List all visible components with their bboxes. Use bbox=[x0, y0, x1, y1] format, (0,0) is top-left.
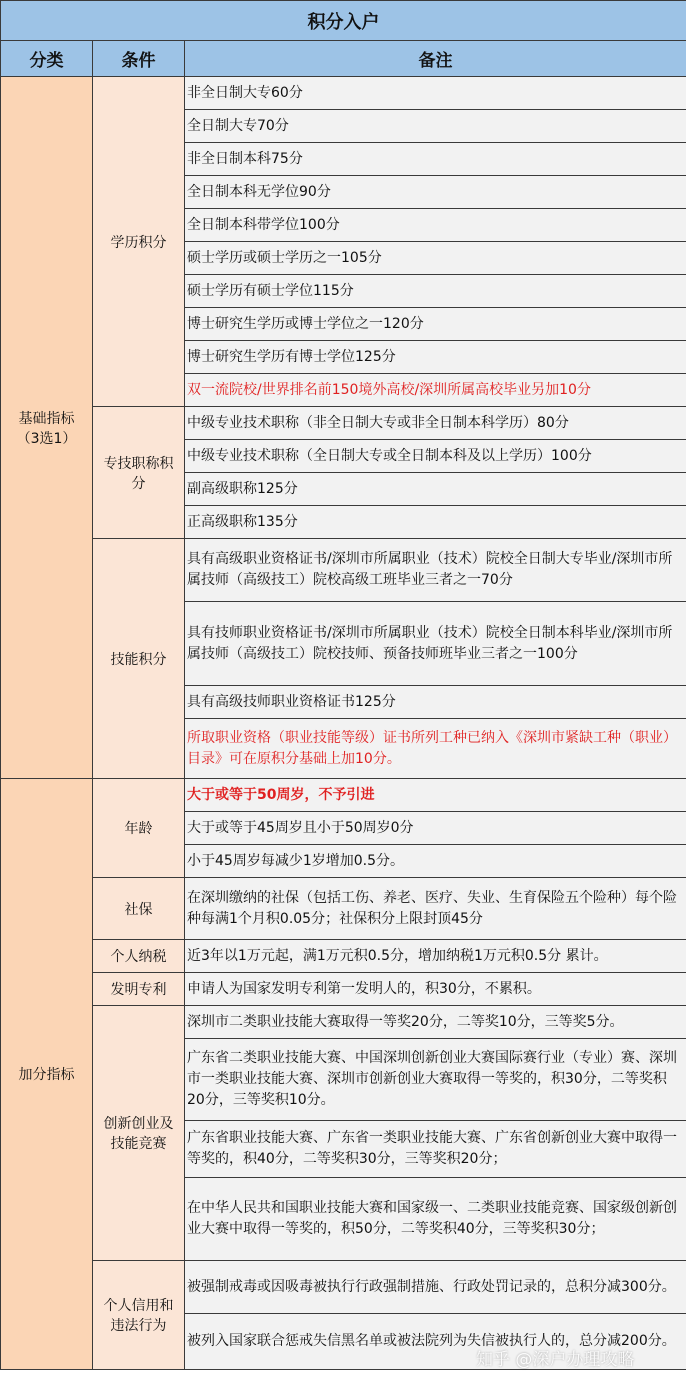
note-cell: 所取职业资格（职业技能等级）证书所列工种已纳入《深圳市紧缺工种（职业）目录》可在原积分基础上加10分。 bbox=[185, 719, 686, 779]
note-cell: 博士研究生学历有博士学位125分 bbox=[185, 341, 686, 374]
note-cell: 硕士学历或硕士学历之一105分 bbox=[185, 242, 686, 275]
table-row bbox=[1, 539, 686, 602]
note-cell: 非全日制大专60分 bbox=[185, 77, 686, 110]
note-cell: 具有技师职业资格证书/深圳市所属职业（技术）院校全日制本科毕业/深圳市所属技师（高级技工）院校技师、预备技师班毕业三者之一100分 bbox=[185, 602, 686, 686]
note-cell: 全日制本科无学位90分 bbox=[185, 176, 686, 209]
condition-cell: 学历积分 bbox=[93, 77, 185, 407]
note-cell: 大于或等于50周岁，不予引进 bbox=[185, 779, 686, 812]
note-cell: 双一流院校/世界排名前150境外高校/深圳所属高校毕业另加10分 bbox=[185, 374, 686, 407]
header-category: 分类 bbox=[1, 41, 93, 77]
table-row bbox=[1, 779, 686, 812]
header-note: 备注 bbox=[185, 41, 686, 77]
condition-cell: 专技职称积分 bbox=[93, 407, 185, 539]
condition-cell: 年龄 bbox=[93, 779, 185, 878]
note-cell: 正高级职称135分 bbox=[185, 506, 686, 539]
table-row bbox=[1, 407, 686, 440]
note-cell: 申请人为国家发明专利第一发明人的，积30分，不累积。 bbox=[185, 973, 686, 1006]
table-row bbox=[1, 77, 686, 110]
note-cell: 副高级职称125分 bbox=[185, 473, 686, 506]
note-cell: 被列入国家联合惩戒失信黑名单或被法院列为失信被执行人的，总分减200分。 bbox=[185, 1314, 686, 1370]
category-cell bbox=[1, 77, 93, 779]
category-sublabel: （3选1） bbox=[16, 430, 77, 447]
note-cell: 全日制本科带学位100分 bbox=[185, 209, 686, 242]
table-row bbox=[1, 1261, 686, 1314]
note-cell: 广东省二类职业技能大赛、中国深圳创新创业大赛国际赛行业（专业）赛、深圳市一类职业技能大赛、深圳市创新创业大赛取得一等奖的，积30分，二等奖积20分，三等奖积10分。 bbox=[185, 1039, 686, 1121]
category-cell bbox=[1, 779, 93, 1370]
note-cell: 广东省职业技能大赛、广东省一类职业技能大赛、广东省创新创业大赛中取得一等奖的，积40分，二等奖积30分，三等奖积20分； bbox=[185, 1121, 686, 1178]
note-cell: 中级专业技术职称（非全日制大专或非全日制本科学历）80分 bbox=[185, 407, 686, 440]
category-label: 加分指标 bbox=[18, 1067, 75, 1083]
note-cell: 非全日制本科75分 bbox=[185, 143, 686, 176]
note-cell: 博士研究生学历或博士学位之一120分 bbox=[185, 308, 686, 341]
category-label: 基础指标 bbox=[18, 410, 75, 427]
note-cell: 近3年以1万元起，满1万元积0.5分，增加纳税1万元积0.5分 累计。 bbox=[185, 940, 686, 973]
condition-cell: 社保 bbox=[93, 878, 185, 940]
note-cell: 全日制大专70分 bbox=[185, 110, 686, 143]
note-cell: 小于45周岁每减少1岁增加0.5分。 bbox=[185, 845, 686, 878]
condition-cell: 发明专利 bbox=[93, 973, 185, 1006]
note-cell: 被强制戒毒或因吸毒被执行行政强制措施、行政处罚记录的，总积分减300分。 bbox=[185, 1261, 686, 1314]
table-row bbox=[1, 1006, 686, 1039]
note-cell: 具有高级技师职业资格证书125分 bbox=[185, 686, 686, 719]
note-cell: 中级专业技术职称（全日制大专或全日制本科及以上学历）100分 bbox=[185, 440, 686, 473]
note-cell: 具有高级职业资格证书/深圳市所属职业（技术）院校全日制大专毕业/深圳市所属技师（高级技工）院校高级工班毕业三者之一70分 bbox=[185, 539, 686, 602]
condition-cell: 个人信用和违法行为 bbox=[93, 1261, 185, 1370]
note-cell: 深圳市二类职业技能大赛取得一等奖20分，二等奖10分，三等奖5分。 bbox=[185, 1006, 686, 1039]
table-body bbox=[1, 77, 686, 1370]
note-cell: 硕士学历有硕士学位115分 bbox=[185, 275, 686, 308]
condition-cell: 创新创业及技能竞赛 bbox=[93, 1006, 185, 1261]
table-row bbox=[1, 878, 686, 940]
table-title: 积分入户 bbox=[1, 1, 686, 41]
table-row bbox=[1, 940, 686, 973]
condition-cell: 技能积分 bbox=[93, 539, 185, 779]
note-cell: 在深圳缴纳的社保（包括工伤、养老、医疗、失业、生育保险五个险种）每个险种每满1个月积0.05分；社保积分上限封顶45分 bbox=[185, 878, 686, 940]
condition-cell: 个人纳税 bbox=[93, 940, 185, 973]
note-cell: 大于或等于45周岁且小于50周岁0分 bbox=[185, 812, 686, 845]
header-condition: 条件 bbox=[93, 41, 185, 77]
watermark: 知乎 @深户办理攻略 bbox=[476, 1350, 635, 1370]
table-row bbox=[1, 973, 686, 1006]
note-cell: 在中华人民共和国职业技能大赛和国家级一、二类职业技能竞赛、国家级创新创业大赛中取得一等奖的，积50分，二等奖积40分，三等奖积30分； bbox=[185, 1178, 686, 1261]
